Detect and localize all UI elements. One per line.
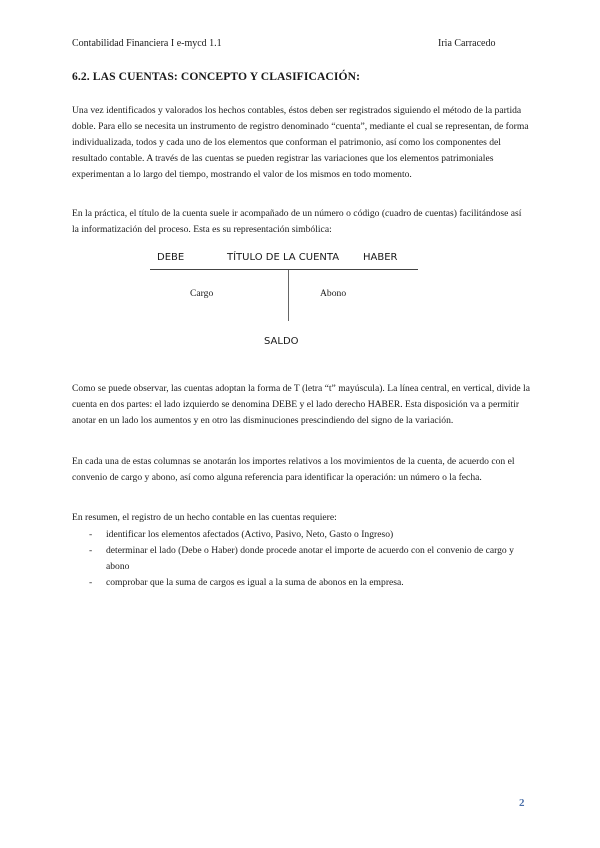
t-account-abono-label: Abono [320,288,347,299]
t-account-title-label: TÍTULO DE LA CUENTA [227,252,340,263]
t-account-diagram [150,250,420,360]
paragraph-columns: En cada una de estas columnas se anotarán los importes relativos a los movimientos de la cuenta, de acuerdo con el convenio de cargo y abono, así como alguna referencia para identificar la operación: un número o la fecha. [72,456,515,483]
header-course-title: Contabilidad Financiera I e-mycd 1.1 [72,38,222,49]
t-account-cargo-label: Cargo [190,288,214,299]
page-number: 2 [519,797,525,809]
header-author: Iria Carracedo [438,38,496,49]
t-account-haber-label: HABER [363,252,398,263]
list-item-text: comprobar que la suma de cargos es igual a la suma de abonos en la empresa. [106,577,404,588]
paragraph-summary: En resumen, el registro de un hecho contable en las cuentas requiere: [72,512,337,523]
t-account-horizontal-line [150,269,418,270]
paragraph-intro: Una vez identificados y valorados los hechos contables, éstos deben ser registrados siguiendo el método de la partida doble. Para ello se necesita un instrumento de registro denominado “cuenta”, mediante el cual se representan, de forma individualizada, todos y cada uno de los elementos que conforman el patrimonio, así como los componentes del resultado contable. A través de las cuentas se pueden registrar las variaciones que los elementos patrimoniales experimentan a lo largo del tiempo, mostrando el valor de los mismos en todo momento. [72,105,529,180]
paragraph-t-shape: Como se puede observar, las cuentas adoptan la forma de T (letra “t” mayúscula). La línea central, en vertical, divide la cuenta en dos partes: el lado izquierdo se denomina DEBE y el lado derecho HABER. Esta disposición va a permitir anotar en un lado los aumentos y en otro las disminuciones prescindiendo del signo de la variación. [72,383,530,426]
list-item [72,543,532,575]
bullet-dash: - [89,529,93,540]
section-title: 6.2. LAS CUENTAS: CONCEPTO Y CLASIFICACIÓN: [72,70,361,83]
list-item-text: determinar el lado (Debe o Haber) donde procede anotar el importe de acuerdo con el convenio de cargo y abono [106,545,514,572]
t-account-vertical-line [288,270,289,321]
list-item-text: identificar los elementos afectados (Activo, Pasivo, Neto, Gasto o Ingreso) [106,529,394,540]
list-item [72,527,532,543]
list-item [72,575,532,591]
paragraph-practice: En la práctica, el título de la cuenta suele ir acompañado de un número o código (cuadro de cuentas) facilitándose así la informatización del proceso. Esta es su representación simbólica: [72,208,522,235]
bullet-dash: - [89,577,93,588]
requirements-list [72,527,532,591]
t-account-saldo-label: SALDO [264,336,299,347]
t-account-debe-label: DEBE [157,252,185,263]
bullet-dash: - [89,545,93,556]
